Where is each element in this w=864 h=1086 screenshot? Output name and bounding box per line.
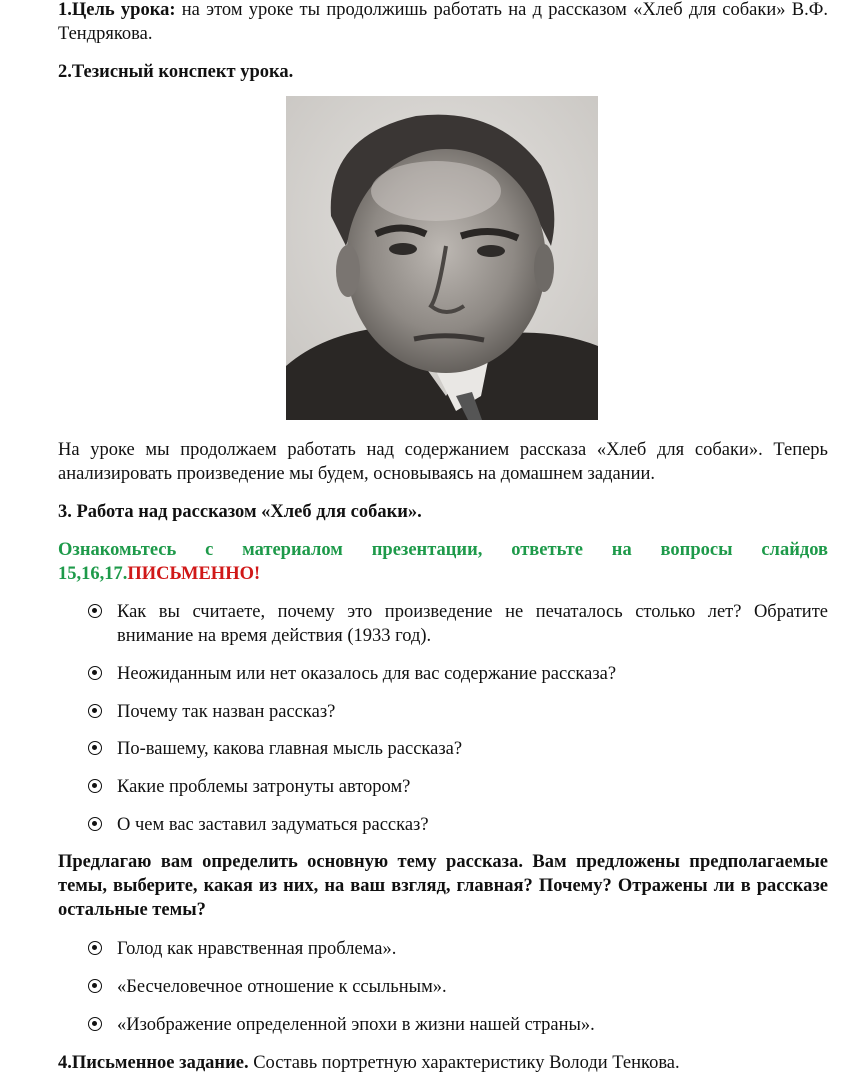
question-item: О чем вас заставил задуматься рассказ? (88, 813, 828, 837)
question-item: По-вашему, какова главная мысль рассказа? (88, 737, 828, 761)
topic-item: Голод как нравственная проблема». (88, 937, 828, 961)
summary-heading: 2.Тезисный конспект урока. (58, 62, 294, 82)
question-item: Какие проблемы затронуты автором? (88, 775, 828, 799)
bullet-icon (88, 979, 102, 993)
lesson-goal (58, 0, 828, 46)
topic-item: «Бесчеловечное отношение к ссыльным». (88, 975, 828, 999)
bullet-icon (88, 779, 102, 793)
lesson-goal-label: 1.Цель урока: (58, 0, 176, 20)
bullet-icon (88, 704, 102, 718)
work-heading: 3. Работа над рассказом «Хлеб для собаки». (58, 502, 422, 522)
instruction-emphasis: ПИСЬМЕННО! (127, 564, 261, 584)
bullet-icon (88, 817, 102, 831)
topic-prompt: Предлагаю вам определить основную тему рассказа. Вам предложены предполагаемые темы, выберите, какая из них, на ваш взгляд, главная? Почему? Отражены ли в рассказе остальные темы? (58, 852, 828, 920)
bullet-icon (88, 741, 102, 755)
question-item: Как вы считаете, почему это произведение не печаталось столько лет? Обратите внимание на время действия (1933 год). (88, 600, 828, 648)
portrait-photo (286, 96, 598, 420)
question-item: Неожиданным или нет оказалось для вас содержание рассказа? (88, 662, 828, 686)
written-task-label: 4.Письменное задание. (58, 1053, 249, 1073)
instruction-text: Ознакомьтесь с материалом презентации, ответьте на вопросы слайдов 15,16,17. (58, 540, 828, 584)
instruction (58, 538, 828, 586)
bullet-icon (88, 604, 102, 618)
bullet-icon (88, 941, 102, 955)
bullet-icon (88, 1017, 102, 1031)
question-item: Почему так назван рассказ? (88, 700, 828, 724)
topic-item: «Изображение определенной эпохи в жизни нашей страны». (88, 1013, 828, 1037)
intro-paragraph: На уроке мы продолжаем работать над содержанием рассказа «Хлеб для собаки». Теперь анализировать произведение мы будем, основываясь на домашнем задании. (58, 440, 828, 484)
lesson-goal-text: на этом уроке ты продолжишь работать на д рассказом «Хлеб для собаки» В.Ф. Тендрякова. (58, 0, 829, 44)
bullet-icon (88, 666, 102, 680)
written-task (58, 1051, 828, 1075)
written-task-text: Составь портретную характеристику Володи Тенкова. (248, 1053, 680, 1073)
